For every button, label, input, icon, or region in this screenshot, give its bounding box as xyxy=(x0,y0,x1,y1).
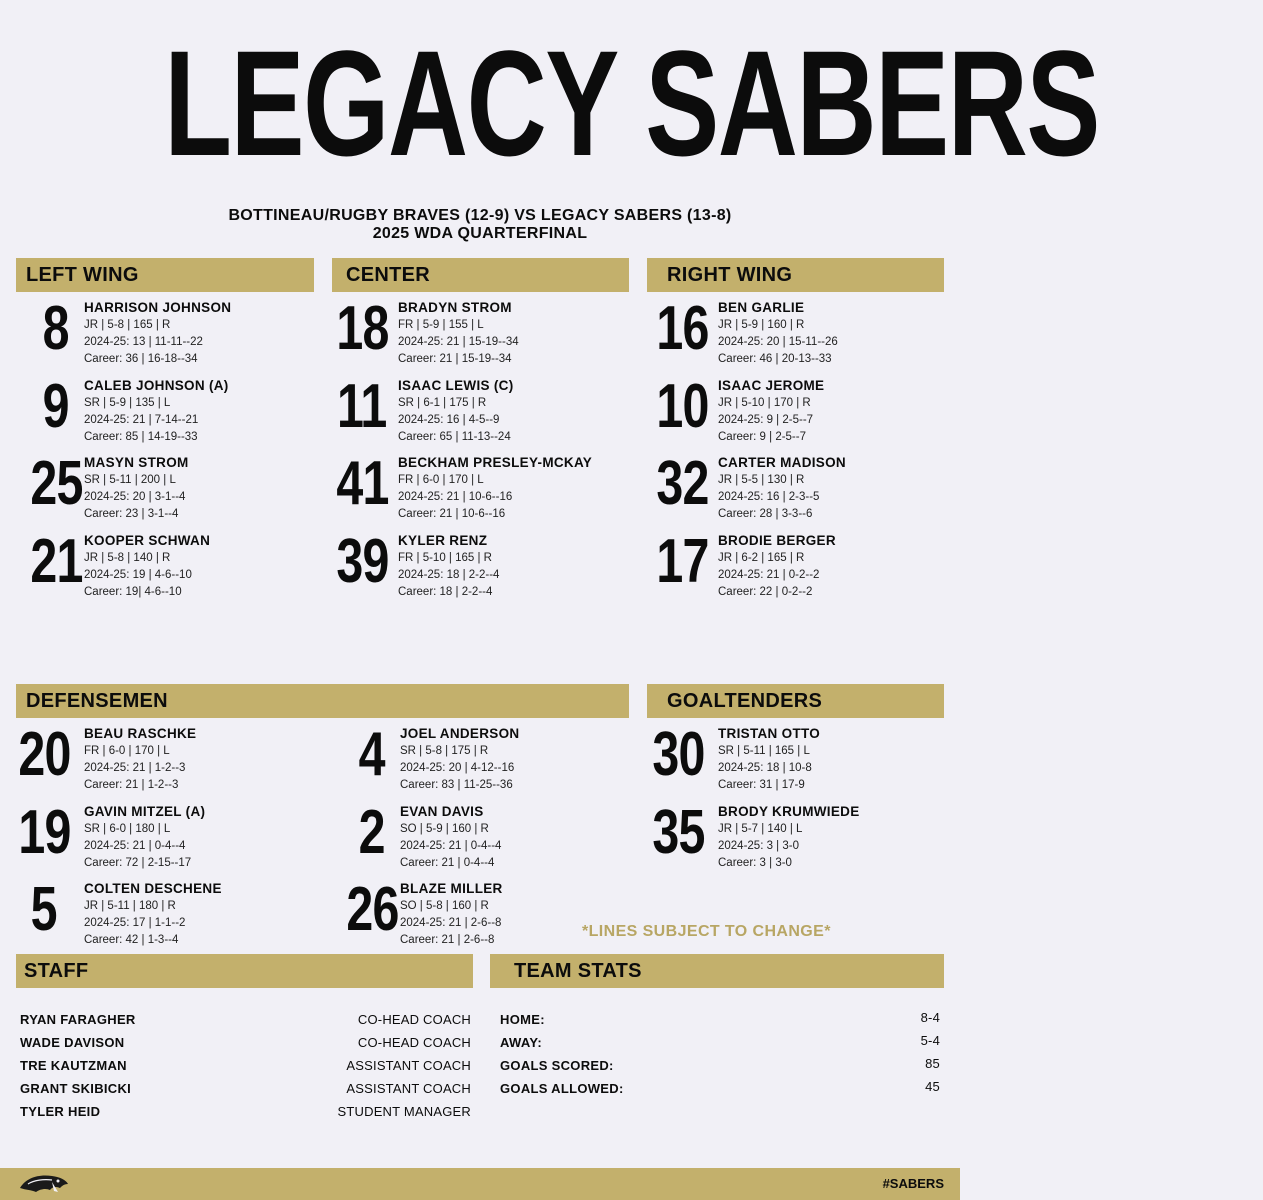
player-card xyxy=(642,370,942,443)
player-name: MASYN STROM xyxy=(84,455,189,470)
player-number xyxy=(4,720,84,789)
player-season-stats: 2024-25: 13 | 11-11--22 xyxy=(84,336,203,348)
player-name: BEN GARLIE xyxy=(718,300,805,315)
player-number-text: 10 xyxy=(655,371,709,441)
player-season-stats: 2024-25: 21 | 2-6--8 xyxy=(400,917,502,929)
stat-label: GOALS ALLOWED: xyxy=(500,1081,624,1096)
player-name: BRODIE BERGER xyxy=(718,532,836,548)
player-name: GAVIN MITZEL (A) xyxy=(84,803,206,819)
player-number xyxy=(4,875,84,944)
player-number-text: 18 xyxy=(335,294,389,363)
player-number xyxy=(322,294,402,363)
player-season-stats: 2024-25: 21 | 0-4--4 xyxy=(400,839,502,852)
player-number-text: 35 xyxy=(651,797,705,867)
staff-name: TRE KAUTZMAN xyxy=(20,1058,127,1073)
player-number-text: 4 xyxy=(358,720,386,789)
player-career-stats: Career: 31 | 17-9 xyxy=(718,779,805,791)
player-card xyxy=(642,447,942,520)
stat-value: 85 xyxy=(925,1056,940,1071)
player-info: FR | 5-10 | 165 | R xyxy=(398,551,492,564)
staff-role: ASSISTANT COACH xyxy=(346,1081,471,1096)
section-staff xyxy=(16,954,473,988)
staff-role: CO-HEAD COACH xyxy=(357,1012,471,1027)
player-card xyxy=(16,525,316,598)
player-number xyxy=(322,526,402,596)
player-info: JR | 5-9 | 160 | R xyxy=(718,319,805,331)
staff-role: CO-HEAD COACH xyxy=(357,1035,471,1050)
player-season-stats: 2024-25: 20 | 4-12--16 xyxy=(400,762,515,774)
player-number xyxy=(642,371,722,441)
player-info: SO | 5-9 | 160 | R xyxy=(400,822,489,835)
player-career-stats: Career: 3 | 3-0 xyxy=(718,856,792,869)
player-name: EVAN DAVIS xyxy=(400,803,484,819)
player-career-stats: Career: 36 | 16-18--34 xyxy=(84,353,198,365)
player-info: JR | 5-5 | 130 | R xyxy=(718,474,805,486)
page-title xyxy=(0,8,1099,198)
player-season-stats: 2024-25: 21 | 0-4--4 xyxy=(84,839,186,852)
section-left-wing xyxy=(16,258,314,292)
player-card xyxy=(16,292,316,365)
stat-label: AWAY: xyxy=(500,1035,542,1050)
player-name: CARTER MADISON xyxy=(718,455,846,470)
player-number-text: 17 xyxy=(655,526,709,596)
player-info: JR | 5-10 | 170 | R xyxy=(718,396,811,409)
player-name: KOOPER SCHWAN xyxy=(84,532,211,548)
player-season-stats: 2024-25: 20 | 15-11--26 xyxy=(718,336,838,348)
stat-label: HOME: xyxy=(500,1012,545,1027)
player-number-text: 9 xyxy=(42,371,70,441)
player-name: JOEL ANDERSON xyxy=(400,726,520,741)
player-number xyxy=(638,797,718,867)
player-info: SR | 5-9 | 135 | L xyxy=(84,396,171,409)
stat-label: GOALS SCORED: xyxy=(500,1058,614,1073)
player-name: ISAAC JEROME xyxy=(718,377,825,393)
player-card xyxy=(638,796,938,869)
player-name: BEAU RASCHKE xyxy=(84,726,197,741)
player-season-stats: 2024-25: 18 | 2-2--4 xyxy=(398,568,500,581)
player-name: HARRISON JOHNSON xyxy=(84,300,232,315)
player-season-stats: 2024-25: 21 | 10-6--16 xyxy=(398,491,513,503)
player-number-text: 11 xyxy=(337,371,387,441)
hashtag: #SABERS xyxy=(882,1176,944,1191)
player-card xyxy=(16,370,316,443)
player-career-stats: Career: 21 | 15-19--34 xyxy=(398,353,512,365)
player-career-stats: Career: 85 | 14-19--33 xyxy=(84,430,198,443)
stat-value: 8-4 xyxy=(920,1010,940,1025)
event-line: 2025 WDA QUARTERFINAL xyxy=(372,225,588,242)
player-card xyxy=(4,796,304,869)
player-career-stats: Career: 28 | 3-3--6 xyxy=(718,508,813,520)
staff-role: STUDENT MANAGER xyxy=(337,1104,471,1119)
player-season-stats: 2024-25: 19 | 4-6--10 xyxy=(84,568,192,581)
player-career-stats: Career: 9 | 2-5--7 xyxy=(718,430,806,443)
player-name: BLAZE MILLER xyxy=(400,881,503,896)
player-season-stats: 2024-25: 21 | 7-14--21 xyxy=(84,413,199,426)
player-number-text: 8 xyxy=(42,294,70,363)
player-season-stats: 2024-25: 20 | 3-1--4 xyxy=(84,491,186,503)
player-card xyxy=(642,292,942,365)
player-number-text: 39 xyxy=(335,526,389,596)
player-number-text: 30 xyxy=(651,720,705,789)
player-number-text: 21 xyxy=(29,526,83,596)
player-name: KYLER RENZ xyxy=(398,532,488,548)
player-name: BRODY KRUMWIEDE xyxy=(718,803,860,819)
staff-name: RYAN FARAGHER xyxy=(20,1012,136,1027)
player-career-stats: Career: 46 | 20-13--33 xyxy=(718,353,832,365)
section-right-wing xyxy=(647,258,944,292)
player-career-stats: Career: 72 | 2-15--17 xyxy=(84,856,192,869)
player-info: JR | 5-8 | 140 | R xyxy=(84,551,171,564)
player-career-stats: Career: 18 | 2-2--4 xyxy=(398,585,493,598)
player-season-stats: 2024-25: 9 | 2-5--7 xyxy=(718,413,814,426)
player-number xyxy=(4,797,84,867)
section-label: GOALTENDERS xyxy=(667,690,823,712)
player-season-stats: 2024-25: 21 | 15-19--34 xyxy=(398,336,519,348)
staff-name: TYLER HEID xyxy=(20,1104,101,1119)
player-card xyxy=(4,873,304,946)
player-career-stats: Career: 21 | 2-6--8 xyxy=(400,934,495,946)
stat-value: 45 xyxy=(925,1079,940,1094)
player-card xyxy=(322,447,622,520)
player-name: CALEB JOHNSON (A) xyxy=(84,377,229,393)
player-info: JR | 5-11 | 180 | R xyxy=(84,900,176,912)
player-number xyxy=(638,720,718,789)
player-card xyxy=(4,718,304,791)
player-career-stats: Career: 21 | 0-4--4 xyxy=(400,856,495,869)
section-label: STAFF xyxy=(24,960,89,982)
player-season-stats: 2024-25: 18 | 10-8 xyxy=(718,762,812,774)
player-info: FR | 6-0 | 170 | L xyxy=(84,745,170,757)
player-career-stats: Career: 65 | 11-13--24 xyxy=(398,430,511,443)
player-season-stats: 2024-25: 3 | 3-0 xyxy=(718,839,799,852)
player-info: SR | 5-11 | 200 | L xyxy=(84,474,176,486)
player-name: BECKHAM PRESLEY-MCKAY xyxy=(398,455,593,470)
player-info: SO | 5-8 | 160 | R xyxy=(400,900,489,912)
player-name: BRADYN STROM xyxy=(398,300,512,315)
lines-note: *LINES SUBJECT TO CHANGE* xyxy=(582,923,831,940)
player-info: FR | 6-0 | 170 | L xyxy=(398,474,484,486)
section-goaltenders xyxy=(647,684,944,718)
player-info: SR | 6-0 | 180 | L xyxy=(84,822,171,835)
player-card xyxy=(642,525,942,598)
section-label: TEAM STATS xyxy=(514,960,642,982)
player-card xyxy=(322,292,622,365)
player-number xyxy=(322,371,402,441)
player-card xyxy=(322,370,622,443)
player-number-text: 5 xyxy=(30,875,58,944)
matchup-line: BOTTINEAU/RUGBY BRAVES (12-9) VS LEGACY SABERS (13-8) xyxy=(228,207,732,224)
section-label: DEFENSEMEN xyxy=(26,690,168,712)
saber-cat-logo-icon xyxy=(18,1170,70,1198)
player-number xyxy=(642,294,722,363)
player-card xyxy=(322,525,622,598)
player-number-text: 41 xyxy=(335,449,389,518)
player-number-text: 19 xyxy=(17,797,71,867)
player-number xyxy=(642,449,722,518)
player-season-stats: 2024-25: 21 | 0-2--2 xyxy=(718,568,820,581)
player-card xyxy=(638,718,938,791)
player-info: JR | 5-7 | 140 | L xyxy=(718,822,803,835)
stat-value: 5-4 xyxy=(920,1033,940,1048)
player-season-stats: 2024-25: 17 | 1-1--2 xyxy=(84,917,186,929)
player-career-stats: Career: 21 | 10-6--16 xyxy=(398,508,506,520)
player-info: JR | 5-8 | 165 | R xyxy=(84,319,171,331)
player-career-stats: Career: 23 | 3-1--4 xyxy=(84,508,179,520)
player-number-text: 20 xyxy=(17,720,71,789)
player-info: SR | 5-8 | 175 | R xyxy=(400,745,489,757)
player-number-text: 16 xyxy=(655,294,709,363)
section-defensemen xyxy=(16,684,629,718)
footer-bar xyxy=(0,1168,960,1200)
player-season-stats: 2024-25: 16 | 2-3--5 xyxy=(718,491,820,503)
player-career-stats: Career: 42 | 1-3--4 xyxy=(84,934,179,946)
player-card xyxy=(332,796,632,869)
staff-name: WADE DAVISON xyxy=(20,1035,125,1050)
player-number-text: 32 xyxy=(655,449,709,518)
player-season-stats: 2024-25: 21 | 1-2--3 xyxy=(84,762,186,774)
player-info: JR | 6-2 | 165 | R xyxy=(718,551,805,564)
player-name: ISAAC LEWIS (C) xyxy=(398,377,514,393)
player-season-stats: 2024-25: 16 | 4-5--9 xyxy=(398,413,500,426)
page-title-text: LEGACY SABERS xyxy=(164,19,1099,187)
section-label: LEFT WING xyxy=(26,264,139,286)
section-label: CENTER xyxy=(346,264,431,286)
player-name: TRISTAN OTTO xyxy=(718,726,821,741)
player-info: SR | 5-11 | 165 | L xyxy=(718,745,810,757)
section-label: RIGHT WING xyxy=(667,264,793,286)
player-career-stats: Career: 22 | 0-2--2 xyxy=(718,585,813,598)
player-card xyxy=(332,718,632,791)
player-career-stats: Career: 83 | 11-25--36 xyxy=(400,779,513,791)
player-card xyxy=(16,447,316,520)
player-number xyxy=(322,449,402,518)
player-number-text: 25 xyxy=(29,449,83,518)
player-career-stats: Career: 21 | 1-2--3 xyxy=(84,779,179,791)
staff-name: GRANT SKIBICKI xyxy=(20,1081,132,1096)
staff-role: ASSISTANT COACH xyxy=(346,1058,471,1073)
player-info: FR | 5-9 | 155 | L xyxy=(398,319,484,331)
section-center xyxy=(332,258,629,292)
player-info: SR | 6-1 | 175 | R xyxy=(398,396,487,409)
player-number-text: 2 xyxy=(358,797,386,867)
player-career-stats: Career: 19| 4-6--10 xyxy=(84,585,182,598)
section-team-stats xyxy=(490,954,944,988)
player-number-text: 26 xyxy=(345,875,399,944)
player-name: COLTEN DESCHENE xyxy=(84,881,222,896)
player-number xyxy=(642,526,722,596)
